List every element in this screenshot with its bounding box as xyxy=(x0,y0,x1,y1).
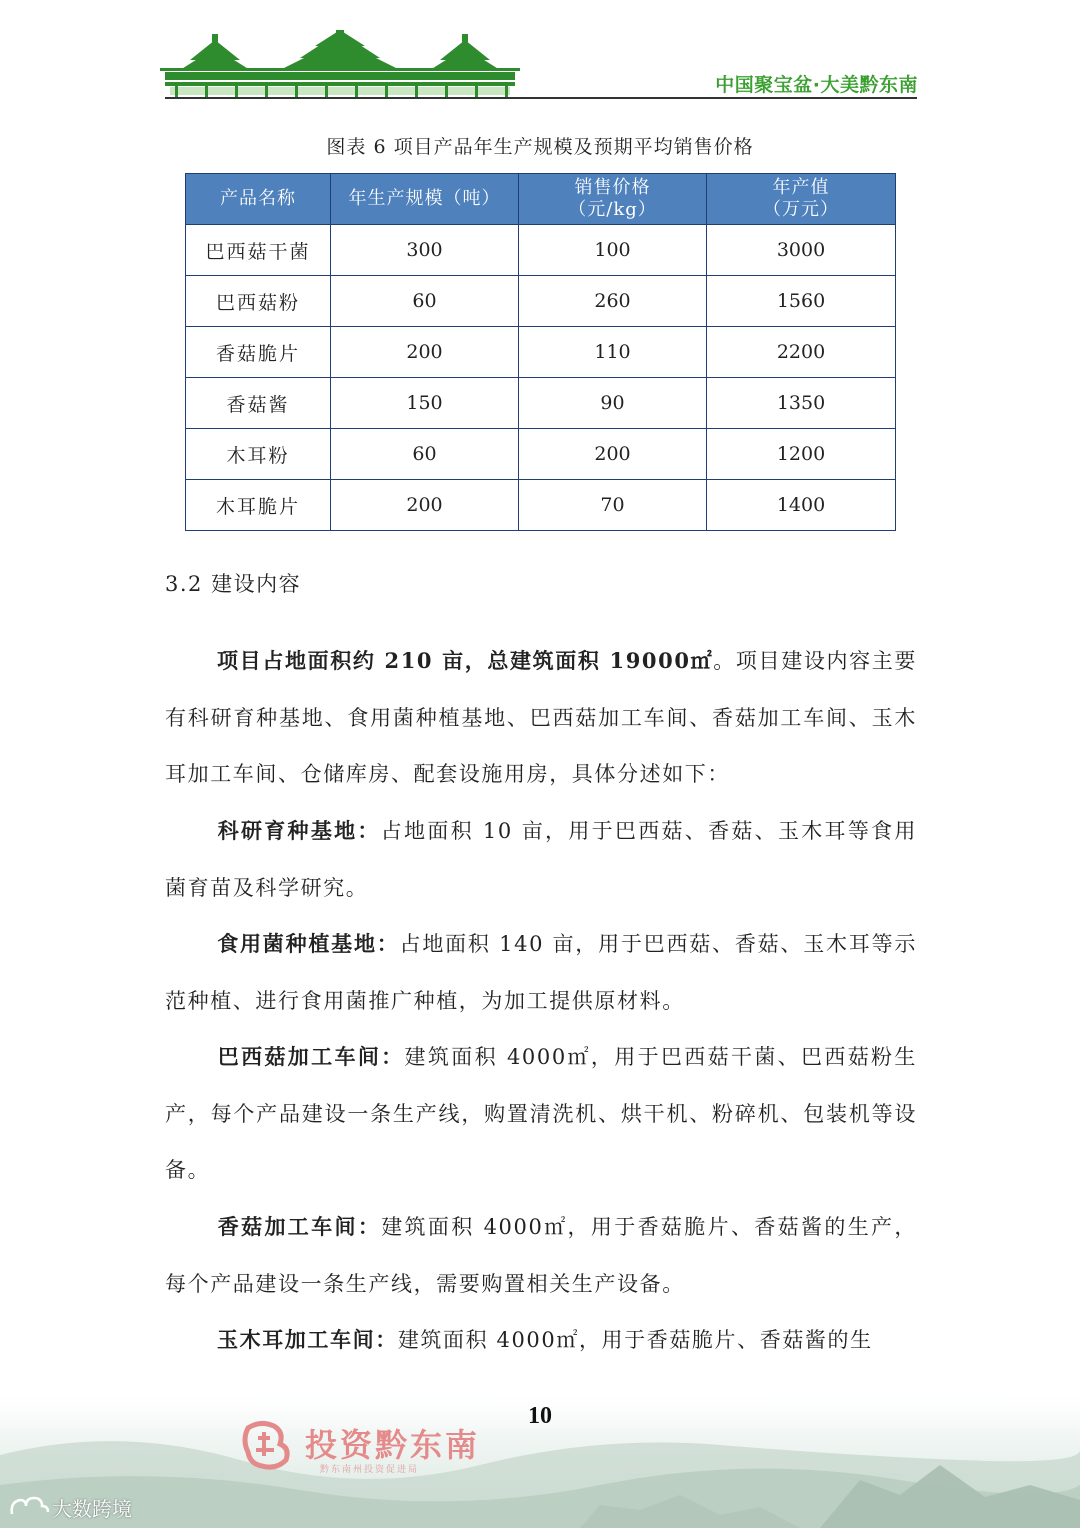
cell-price: 110 xyxy=(519,327,707,378)
cell-price: 70 xyxy=(519,480,707,531)
product-table xyxy=(185,173,895,531)
cell-price: 90 xyxy=(519,378,707,429)
cell-name: 巴西菇干菌 xyxy=(186,225,331,276)
item-text: 建筑面积 4000㎡ xyxy=(381,1215,568,1239)
cell-value: 2200 xyxy=(707,327,896,378)
cell-scale: 60 xyxy=(331,276,519,327)
item-text: 建筑面积 4000㎡ xyxy=(397,1328,579,1352)
cell-name: 木耳粉 xyxy=(186,429,331,480)
cell-price: 200 xyxy=(519,429,707,480)
cell-scale: 200 xyxy=(331,327,519,378)
item-paragraph-brazil-mushroom xyxy=(165,1029,917,1199)
cell-name: 香菇酱 xyxy=(186,378,331,429)
cell-value: 3000 xyxy=(707,225,896,276)
table-row xyxy=(186,378,896,429)
cell-value: 1200 xyxy=(707,429,896,480)
item-label: 科研育种基地： xyxy=(217,818,381,843)
item-text: 占地面积 10 亩，用于巴西菇、香菇、玉木耳等食用菌育苗及科学研究。 xyxy=(165,819,917,900)
table-row xyxy=(186,276,896,327)
cell-name: 巴西菇粉 xyxy=(186,276,331,327)
header-product-name: 产品名称 xyxy=(186,174,331,225)
footer-logo-text: 投资黔东南 xyxy=(305,1426,481,1464)
investment-logo-seal-icon xyxy=(240,1418,300,1474)
header-sale-price: 销售价格 （元/kg） xyxy=(519,174,707,225)
item-text-cont: ，用于巴西菇干菌、巴西菇粉生产，每个产品建设一条生产线，购置清洗机、烘干机、粉碎机、包装机等设备。 xyxy=(165,1045,917,1182)
table-row xyxy=(186,327,896,378)
item-paragraph-shiitake xyxy=(165,1199,917,1312)
cell-scale: 300 xyxy=(331,225,519,276)
watermark-text: 大数跨境 xyxy=(52,1497,132,1521)
table-caption: 图表 6 项目产品年生产规模及预期平均销售价格 xyxy=(326,136,754,158)
page-header xyxy=(0,0,1080,110)
header-slogan: 中国聚宝盆·大美黔东南 xyxy=(715,74,918,96)
item-text-cont: ，用于香菇脆片、香菇酱的生 xyxy=(578,1328,873,1352)
cell-scale: 150 xyxy=(331,378,519,429)
item-text-cont: ，用于香菇脆片、香菇酱的生产，每个产品建设一条生产线，需要购置相关生产设备。 xyxy=(165,1215,918,1296)
item-label: 香菇加工车间： xyxy=(217,1214,382,1239)
item-label: 巴西菇加工车间： xyxy=(217,1044,405,1069)
intro-paragraph xyxy=(165,633,917,803)
cell-price: 100 xyxy=(519,225,707,276)
item-paragraph-planting xyxy=(165,916,917,1029)
table-row xyxy=(186,429,896,480)
intro-text: 。项目建设内容主要有科研育种基地、食用菌种植基地、巴西菇加工车间、香菇加工车间、玉木耳加工车间、仓储库房、配套设施用房，具体分述如下： xyxy=(165,649,917,786)
item-label: 食用菌种植基地： xyxy=(217,931,400,956)
footer-logo-subtext: 黔东南州投资促进局 xyxy=(320,1465,420,1475)
cell-name: 木耳脆片 xyxy=(186,480,331,531)
watermark-logo-icon xyxy=(8,1494,52,1520)
cell-value: 1400 xyxy=(707,480,896,531)
header-annual-value: 年产值 （万元） xyxy=(707,174,896,225)
drum-tower-banner-icon xyxy=(160,30,520,100)
item-paragraph-research xyxy=(165,803,917,916)
cell-scale: 200 xyxy=(331,480,519,531)
table-header-row xyxy=(186,174,896,225)
section-heading: 3.2 建设内容 xyxy=(165,572,302,596)
page-number: 10 xyxy=(528,1403,552,1429)
header-annual-scale: 年生产规模（吨） xyxy=(331,174,519,225)
header-divider xyxy=(165,97,917,99)
item-text: 占地面积 140 亩，用于巴西菇、香菇、玉木耳等示范种植、进行食用菌推广种植，为加工提供原材料。 xyxy=(165,932,917,1013)
table-row xyxy=(186,480,896,531)
cell-scale: 60 xyxy=(331,429,519,480)
cell-value: 1560 xyxy=(707,276,896,327)
intro-text-bold: 项目占地面积约 210 亩，总建筑面积 19000㎡ xyxy=(217,648,714,673)
item-text: 建筑面积 4000㎡ xyxy=(404,1045,591,1069)
item-label: 玉木耳加工车间： xyxy=(217,1327,398,1352)
cell-price: 260 xyxy=(519,276,707,327)
cell-value: 1350 xyxy=(707,378,896,429)
cell-name: 香菇脆片 xyxy=(186,327,331,378)
item-paragraph-jade-fungus xyxy=(165,1312,917,1369)
table-row xyxy=(186,225,896,276)
